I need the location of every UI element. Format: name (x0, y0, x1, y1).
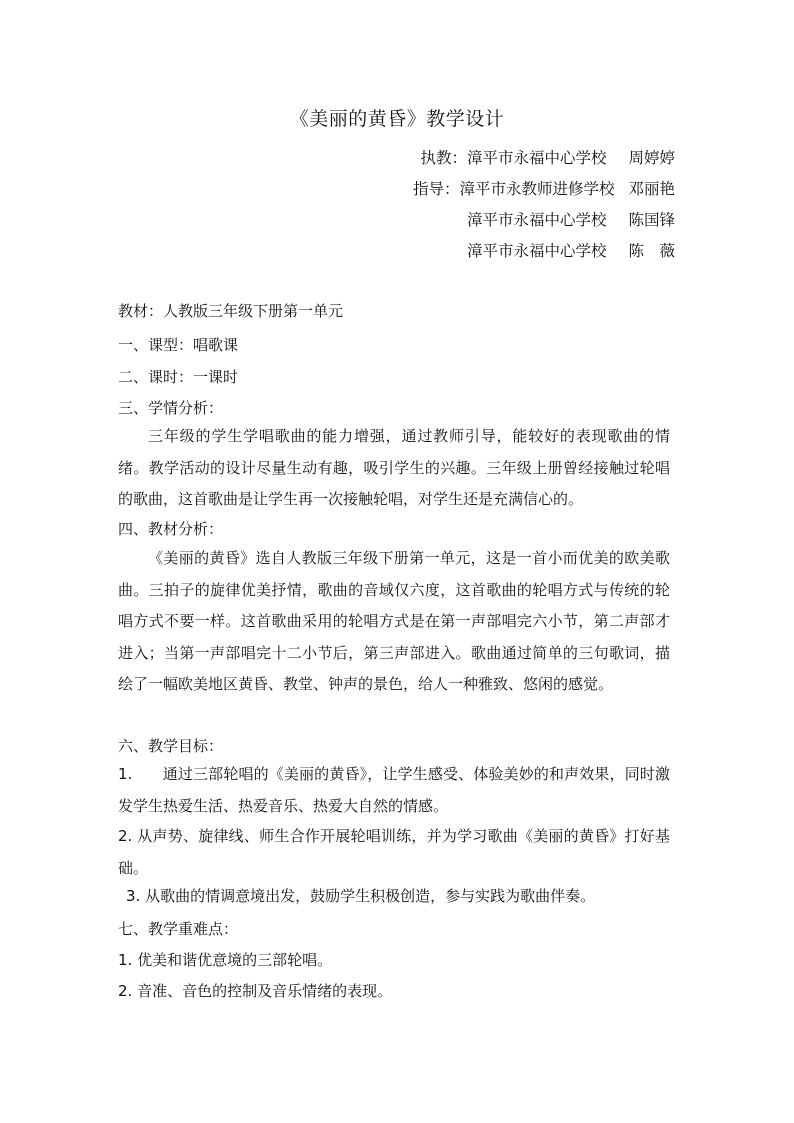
author-school: 漳平市永福中心学校 (466, 211, 607, 229)
author-line-advisor (0, 177, 675, 199)
author-school: 漳平市永福中心学校 (466, 149, 607, 167)
section-lesson-type: 一、课型：唱歌课 (118, 336, 239, 354)
section-heading-key-points: 七、教学重难点： (118, 920, 239, 938)
author-name: 陈 薇 (628, 242, 675, 260)
key-point-1: 1. 优美和谐优意境的三部轮唱。 (118, 951, 333, 969)
goal-item-1: 1. 通过三部轮唱的《美丽的黄昏》，让学生感受、体验美妙的和声效果，同时激发学生热爱生活、热爱音乐、热爱大自然的情感。 (118, 765, 670, 815)
author-line-teacher (0, 146, 675, 168)
author-line-advisor-3 (0, 239, 675, 261)
author-school: 漳平市永福中心学校 (466, 242, 607, 260)
section-lesson-time: 二、课时：一课时 (118, 368, 239, 386)
author-role: 指导： (412, 180, 460, 198)
author-line-advisor-2 (0, 208, 675, 230)
section-heading-student-analysis: 三、学情分析： (118, 399, 224, 417)
key-point-2: 2. 音准、音色的控制及音乐情绪的表现。 (118, 982, 393, 1000)
paragraph-material-analysis: 《美丽的黄昏》选自人教版三年级下册第一单元，这是一首小而优美的欧美歌曲。三拍子的旋律优美抒情，歌曲的音域仅六度，这首歌曲的轮唱方式与传统的轮唱方式不要一样。这首歌曲采用的轮唱方式是在第一声部唱完六小节，第二声部才进入；当第一声部唱完十二小节后，第三声部进入。歌曲通过简单的三句歌词，描绘了一幅欧美地区黄昏、教堂、钟声的景色，给人一种雅致、悠闲的感觉。 (118, 549, 670, 693)
author-name: 周婷婷 (628, 149, 675, 167)
textbook-line: 教材：人教版三年级下册第一单元 (118, 302, 344, 320)
author-name: 陈国锋 (628, 211, 675, 229)
section-heading-goals: 六、教学目标： (118, 737, 224, 755)
author-school: 漳平市永教师进修学校 (459, 180, 615, 198)
author-role: 执教： (420, 149, 467, 167)
goal-item-3: 3. 从歌曲的情调意境出发，鼓励学生积极创造，参与实践为歌曲伴奏。 (126, 887, 596, 905)
goal-item-2: 2. 从声势、旋律线、师生合作开展轮唱训练，并为学习歌曲《美丽的黄昏》打好基础。 (118, 827, 670, 877)
section-heading-material-analysis: 四、教材分析： (118, 520, 224, 538)
document-title: 《美丽的黄昏》教学设计 (289, 108, 505, 130)
paragraph-student-analysis: 三年级的学生学唱歌曲的能力增强，通过教师引导，能较好的表现歌曲的情绪。教学活动的设计尽量生动有趣，吸引学生的兴趣。三年级上册曾经接触过轮唱的歌曲，这首歌曲是让学生再一次接触轮唱，对学生还是充满信心的。 (118, 427, 670, 508)
author-name: 邓丽艳 (628, 180, 675, 198)
